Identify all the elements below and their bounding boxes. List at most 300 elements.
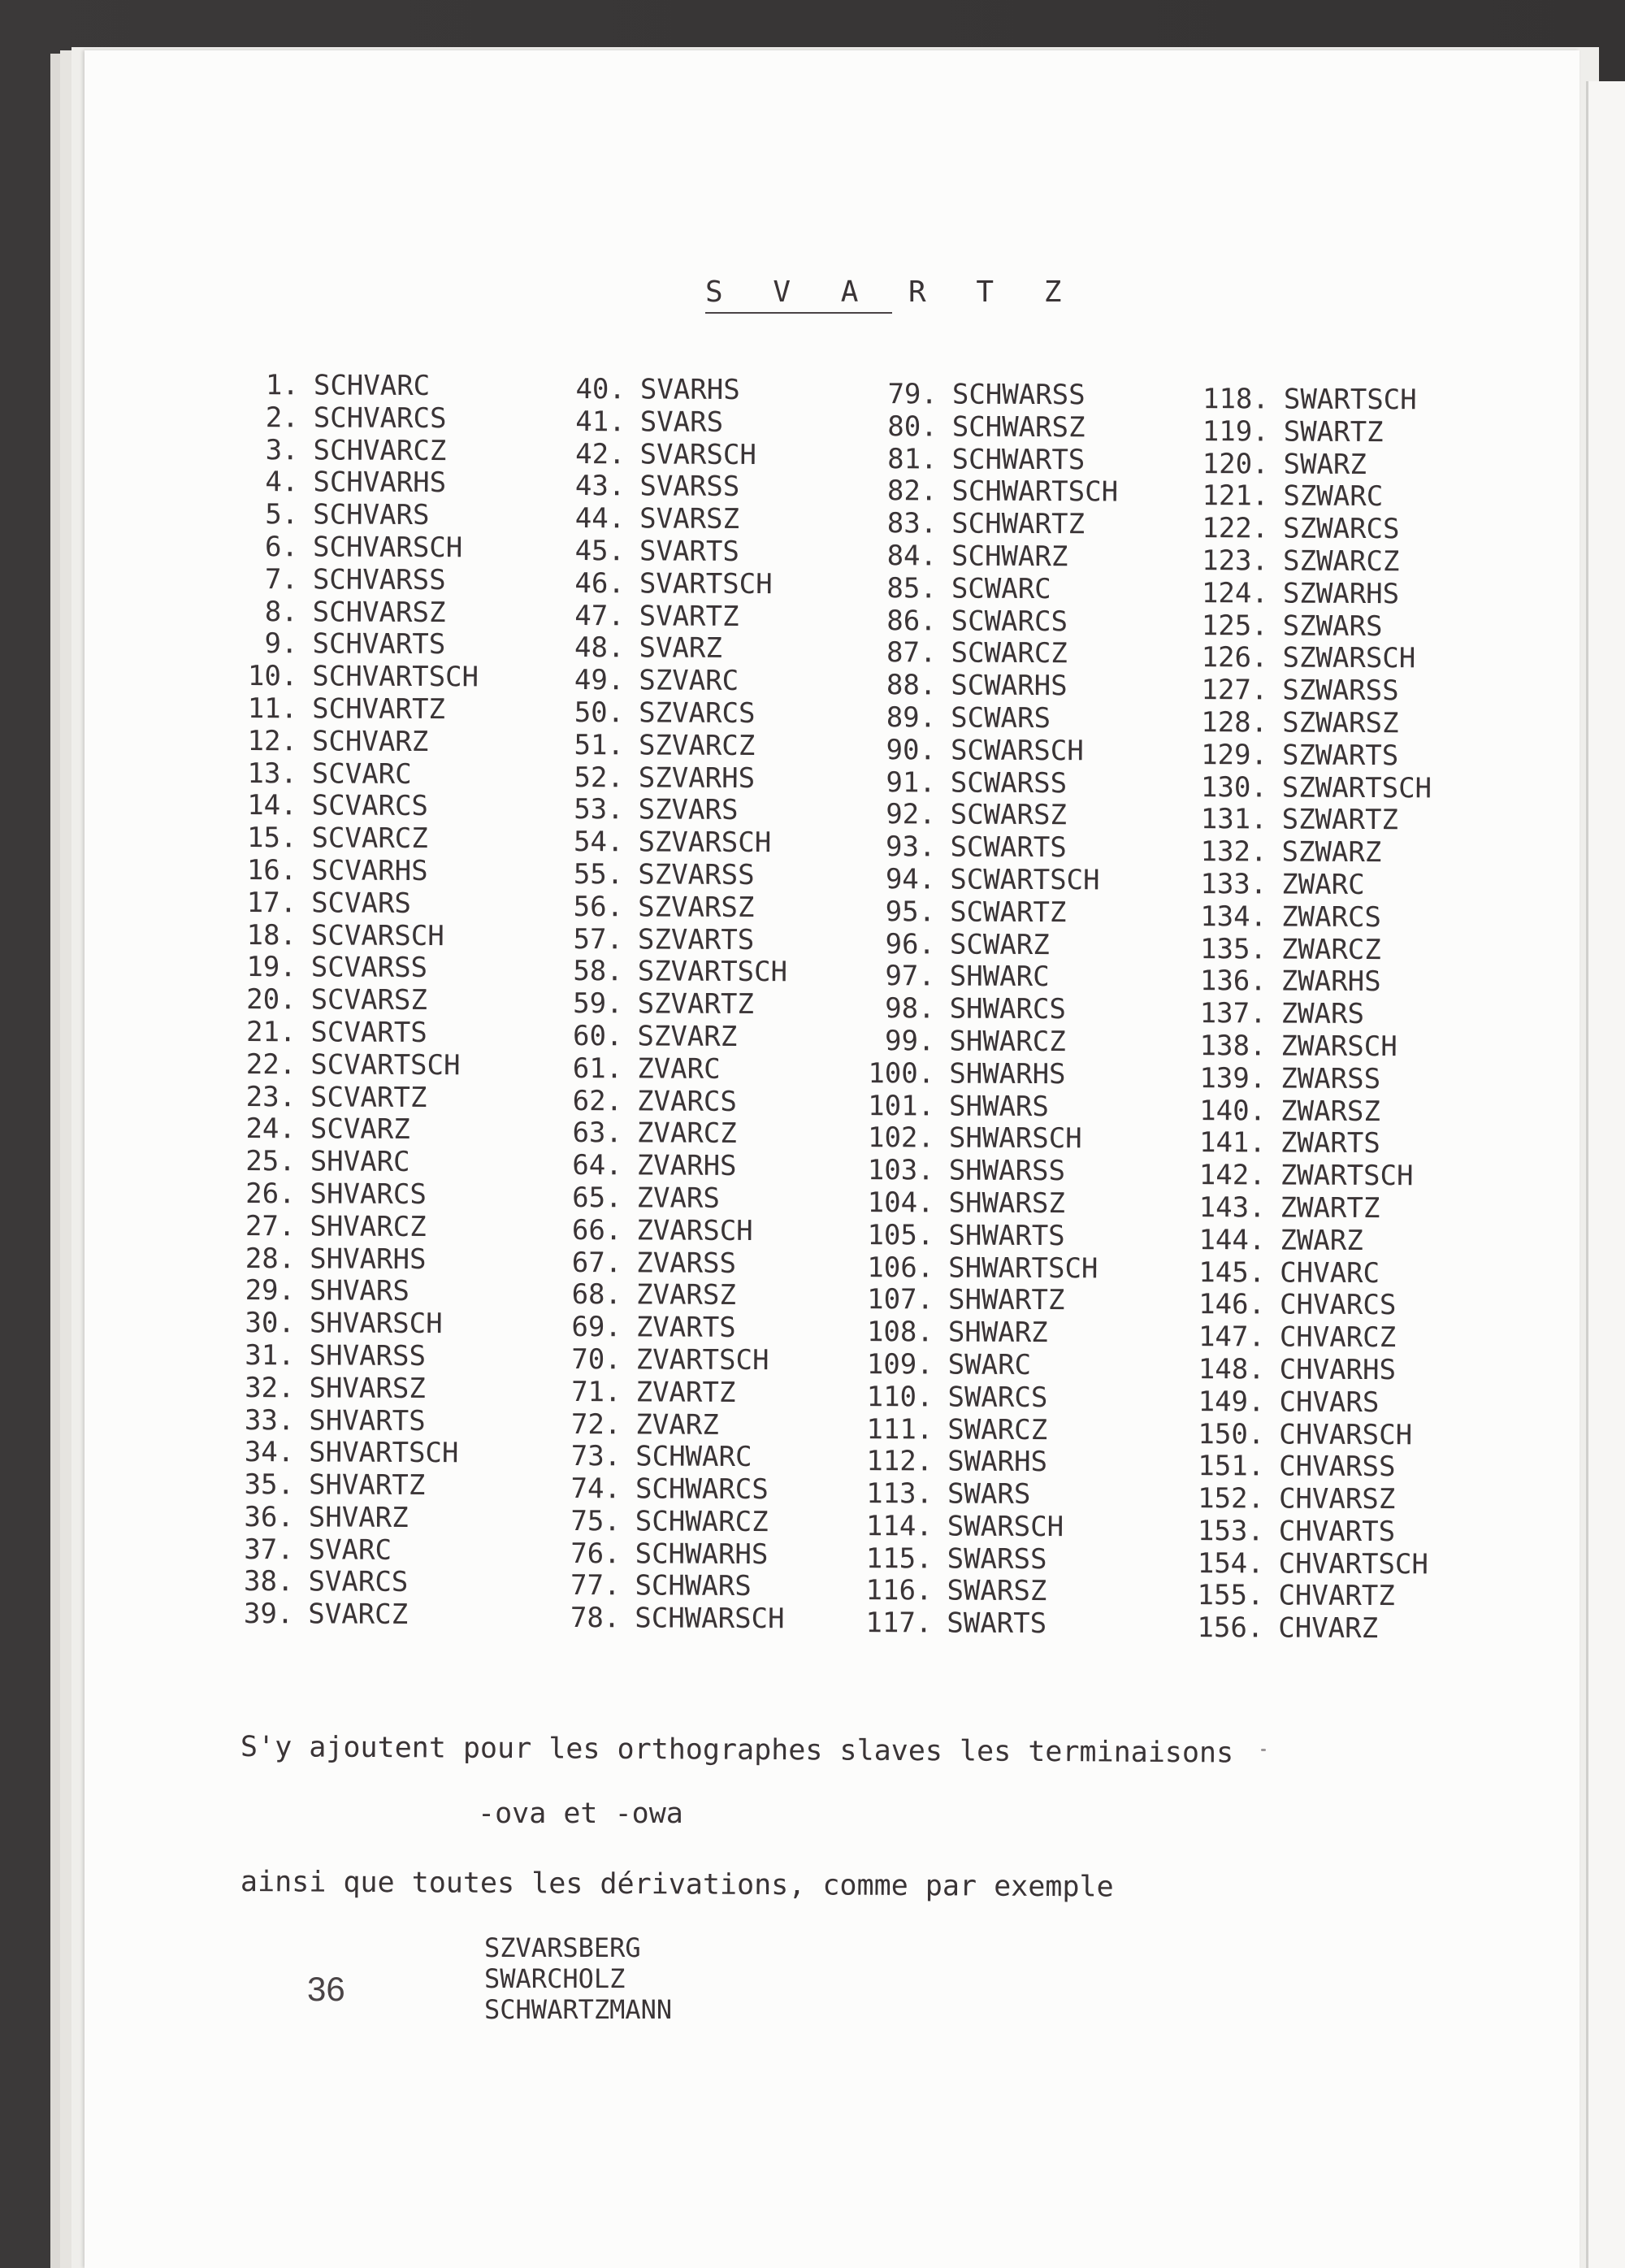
example-derivation: SZVARSBERG [484, 1932, 641, 1963]
list-item-name: SVARCS [308, 1565, 409, 1599]
list-item-name: SZWARTS [1281, 739, 1399, 772]
list-item [1185, 384, 1433, 417]
list-item [237, 1017, 477, 1050]
list-item [562, 1377, 785, 1410]
list-item-number: 70. [571, 1342, 622, 1377]
list-item [852, 475, 1118, 509]
list-item [562, 1441, 785, 1474]
list-item-name: CHVARSCH [1279, 1418, 1413, 1451]
list-item-name: ZVARTSCH [635, 1343, 769, 1377]
list-item-number: 144. [1198, 1223, 1266, 1257]
list-item-name: SZVARS [638, 793, 739, 827]
list-item-name: SCHVARHS [313, 466, 447, 500]
list-item-number: 37. [244, 1533, 294, 1566]
list-item-name: ZVARCS [637, 1084, 738, 1118]
list-item-number: 138. [1199, 1030, 1267, 1063]
list-item-number: 40. [575, 373, 626, 406]
list-item-name: CHVARSS [1279, 1450, 1396, 1484]
list-item [1180, 1418, 1428, 1451]
list-item [236, 1404, 475, 1438]
list-item-name: SHWARSCH [948, 1121, 1082, 1156]
list-item-name: SCHVARS [313, 498, 430, 532]
list-item-number: 16. [246, 853, 297, 887]
list-item-name: SCHWARZ [951, 540, 1068, 574]
list-item-name: CHVARZ [1278, 1611, 1379, 1646]
list-item-number: 128. [1201, 706, 1268, 739]
list-item [850, 1155, 1116, 1188]
list-item [852, 767, 1117, 800]
list-item-name: SWARSZ [947, 1575, 1047, 1608]
list-item-name: SZWARSS [1282, 674, 1399, 708]
list-item [1183, 739, 1432, 773]
list-item-number: 32. [245, 1371, 295, 1405]
list-item-name: SWARTSCH [1283, 383, 1417, 417]
list-item-number: 124. [1201, 576, 1268, 610]
list-item-number: 121. [1202, 479, 1269, 513]
list-item-number: 108. [866, 1316, 934, 1349]
list-item-name: SVARS [639, 405, 724, 439]
list-item-name: SHVARHS [310, 1242, 427, 1276]
list-item [236, 1534, 475, 1568]
list-item-number: 150. [1198, 1417, 1265, 1451]
list-item-name: SVARHS [639, 373, 740, 406]
list-item-number: 5. [265, 498, 299, 531]
list-item [851, 961, 1116, 994]
list-item [1181, 1127, 1430, 1160]
list-item-name: SCVARSZ [310, 983, 427, 1017]
page-title: S V A R T Z [705, 275, 892, 314]
list-item-name: SWARTZ [1283, 415, 1384, 449]
list-item-name: SCVARCS [311, 789, 429, 823]
list-item-name: SWARCS [947, 1381, 1048, 1414]
list-item-number: 28. [245, 1242, 296, 1275]
list-item-number: 123. [1202, 544, 1269, 578]
list-item [852, 637, 1117, 670]
list-item-name: SHWARC [949, 960, 1050, 994]
list-item-number: 110. [866, 1380, 934, 1414]
list-item-name: SCVARTS [310, 1016, 427, 1049]
list-item [566, 730, 788, 763]
list-item-number: 31. [245, 1338, 295, 1373]
list-item [1184, 610, 1432, 644]
list-item [1182, 965, 1431, 999]
list-item-number: 36. [244, 1500, 294, 1534]
list-item-name: SZWARHS [1282, 577, 1400, 610]
list-item [851, 929, 1116, 962]
list-item-name: SCHWARC [635, 1440, 752, 1474]
list-item-number: 139. [1199, 1061, 1267, 1095]
list-item-number: 146. [1198, 1288, 1266, 1321]
list-item-number: 12. [247, 724, 298, 758]
list-item-number: 9. [264, 627, 298, 661]
list-item-name: SHWARCS [949, 992, 1066, 1026]
list-item-number: 24. [245, 1112, 297, 1146]
list-item-name: ZVARSCH [636, 1214, 753, 1247]
list-item [566, 794, 788, 827]
list-item-number: 92. [886, 798, 936, 831]
list-item-number: 78. [570, 1602, 621, 1635]
list-item-number: 43. [574, 470, 626, 503]
list-item [236, 1373, 475, 1406]
list-item [566, 762, 788, 796]
list-item [1182, 998, 1431, 1031]
list-item [1181, 1192, 1429, 1225]
list-item [1179, 1580, 1428, 1613]
list-item-number: 53. [574, 793, 624, 826]
list-item-number: 52. [574, 761, 624, 794]
list-item-number: 106. [867, 1251, 934, 1284]
list-item-name: SHVARTS [309, 1403, 426, 1438]
list-item-name: SHVARTSCH [309, 1436, 459, 1470]
list-item-number: 88. [886, 669, 937, 702]
list-item-name: SHWARTSCH [948, 1251, 1098, 1285]
list-item-number: 119. [1202, 414, 1269, 449]
list-item-name: SCHWARTZ [951, 507, 1086, 541]
list-item-name: SCWARTSCH [950, 863, 1100, 897]
list-item-number: 93. [885, 830, 936, 864]
list-item-number: 99. [884, 1025, 935, 1058]
list-item-number: 102. [867, 1121, 935, 1155]
list-item-name: SZWARCZ [1282, 544, 1400, 579]
list-item [1182, 934, 1431, 967]
list-item [563, 1344, 786, 1377]
list-item-number: 50. [574, 696, 625, 730]
list-item-number: 19. [246, 951, 297, 984]
list-item [565, 859, 787, 892]
list-item [563, 1215, 786, 1248]
list-item-name: ZWARSS [1280, 1062, 1381, 1095]
list-item-name: SCWARS [951, 701, 1051, 735]
list-item-number: 87. [886, 636, 937, 670]
list-item-name: SCWARTZ [950, 895, 1067, 929]
list-item-name: ZWARHS [1280, 965, 1381, 999]
list-item [852, 670, 1117, 703]
list-item-number: 97. [885, 960, 935, 993]
list-item-number: 22. [245, 1047, 297, 1082]
list-item-number: 95. [885, 895, 936, 929]
list-item-name: ZVARSZ [635, 1278, 736, 1312]
list-item [566, 439, 789, 472]
list-item [1183, 674, 1432, 708]
list-item-name: SVARSS [639, 470, 740, 504]
name-list-column-1 [235, 370, 479, 1632]
list-item-name: SVARC [308, 1533, 392, 1567]
list-item-name: SCHWARHS [635, 1537, 769, 1571]
list-item [1182, 901, 1431, 935]
list-item-number: 17. [246, 886, 297, 920]
list-item-name: SHVARCZ [310, 1210, 427, 1243]
list-item-number: 96. [885, 927, 936, 961]
list-item-number: 103. [867, 1154, 934, 1187]
list-item [1184, 578, 1432, 611]
list-item-number: 56. [573, 890, 624, 924]
list-item [848, 1413, 1114, 1446]
list-item-name: SCVARSS [310, 951, 428, 985]
list-item [239, 758, 479, 791]
list-item [849, 1220, 1115, 1253]
list-item [561, 1570, 784, 1603]
list-item [852, 702, 1117, 735]
list-item-number: 66. [571, 1213, 622, 1247]
list-item [566, 665, 788, 698]
list-item-number: 127. [1201, 674, 1268, 707]
list-item-number: 90. [886, 733, 937, 767]
list-item-number: 111. [866, 1412, 934, 1446]
list-item-number: 20. [246, 983, 297, 1017]
list-item [238, 855, 478, 888]
list-item [566, 632, 788, 666]
list-item-name: SWARHS [947, 1445, 1048, 1479]
list-item-number: 149. [1198, 1385, 1265, 1419]
list-item [1184, 545, 1432, 579]
name-list-column-4 [1179, 384, 1433, 1646]
list-item [849, 1316, 1115, 1350]
list-item-number: 26. [245, 1177, 296, 1211]
list-item-number: 116. [865, 1574, 933, 1607]
list-item-name: SZWARTZ [1281, 803, 1399, 837]
list-item-number: 71. [571, 1375, 622, 1409]
list-item [236, 1340, 476, 1373]
list-item [849, 1349, 1115, 1382]
list-item [563, 1312, 786, 1345]
list-item-number: 156. [1197, 1611, 1264, 1645]
list-item-name: SWARTS [947, 1607, 1047, 1641]
list-item-name: SHVARTZ [308, 1468, 426, 1503]
list-item-name: SCWARTS [950, 830, 1067, 865]
list-item [1179, 1612, 1428, 1646]
list-item-number: 125. [1201, 609, 1268, 643]
list-item-number: 21. [245, 1015, 297, 1049]
list-item-number: 18. [246, 918, 297, 952]
list-item-name: SZVARZ [637, 1020, 738, 1053]
list-item-number: 153. [1197, 1514, 1264, 1548]
name-list-column-2 [561, 374, 790, 1636]
list-item-name: SWARSCH [947, 1510, 1064, 1544]
list-item [566, 601, 789, 634]
list-item-name: SHVARSCH [309, 1307, 443, 1341]
list-item-number: 129. [1201, 738, 1268, 772]
list-item-name: SZVARSZ [638, 891, 755, 924]
list-item-number: 86. [886, 604, 937, 638]
list-item [1184, 513, 1432, 546]
list-item [239, 790, 479, 823]
list-item [561, 1602, 784, 1636]
list-item [852, 799, 1117, 832]
list-item-number: 27. [245, 1209, 296, 1243]
list-item [564, 1117, 786, 1151]
list-item [847, 1607, 1113, 1641]
list-item-name: SCHVARTSCH [312, 660, 479, 694]
list-item-number: 80. [887, 410, 938, 444]
list-item [1184, 449, 1432, 482]
example-derivation: SCHWARTZMANN [484, 1994, 673, 2025]
list-item [1180, 1548, 1428, 1581]
list-item [1182, 836, 1431, 869]
list-item [852, 735, 1117, 768]
list-item-number: 61. [572, 1052, 623, 1086]
list-item-name: CHVARCS [1279, 1288, 1397, 1322]
list-item-name: SCVARZ [310, 1112, 410, 1147]
list-item [853, 379, 1119, 412]
list-item-name: SVARSCH [639, 437, 756, 471]
list-item-number: 8. [264, 595, 298, 628]
list-item-number: 101. [868, 1089, 935, 1122]
list-item-number: 48. [574, 631, 625, 665]
list-item-name: SCVARSCH [310, 918, 444, 952]
list-item-name: SHWARTZ [947, 1283, 1065, 1317]
list-item [1183, 642, 1432, 675]
list-item-number: 55. [573, 857, 624, 891]
name-list-column-3 [847, 379, 1118, 1641]
list-item-number: 77. [570, 1569, 621, 1602]
list-item-name: ZVARZ [635, 1407, 719, 1442]
example-derivations-list [484, 1932, 672, 2025]
list-item [236, 1469, 475, 1503]
list-item [563, 1247, 786, 1281]
list-item [240, 531, 479, 565]
list-item-number: 141. [1198, 1126, 1267, 1160]
list-item-number: 14. [247, 789, 297, 822]
list-item-name: SHVARCS [310, 1177, 427, 1211]
list-item-name: SVARTZ [639, 599, 739, 633]
list-item-number: 58. [573, 955, 623, 988]
list-item-name: SCHVARSZ [312, 595, 446, 629]
list-item-number: 145. [1198, 1255, 1266, 1289]
list-item-name: CHVARTS [1278, 1515, 1396, 1549]
list-item [849, 1187, 1115, 1221]
list-item [1183, 772, 1432, 805]
list-item-name: ZWARSZ [1280, 1095, 1381, 1128]
list-item-name: SCHVARCZ [313, 433, 447, 467]
list-item-number: 65. [572, 1181, 622, 1215]
list-item-number: 122. [1202, 512, 1269, 545]
list-item-number: 131. [1200, 803, 1268, 836]
list-item-number: 47. [574, 599, 625, 632]
list-item-name: SZWARS [1282, 609, 1383, 643]
list-item-number: 23. [245, 1080, 297, 1113]
list-item-name: SCWARSCH [950, 734, 1084, 768]
list-item-name: SVARTS [639, 535, 739, 568]
list-item-number: 72. [570, 1407, 622, 1441]
list-item-name: SCVARTSCH [310, 1048, 461, 1082]
list-item-name: SZWARCS [1283, 512, 1400, 546]
list-item [851, 896, 1116, 930]
list-item [236, 1437, 475, 1470]
list-item [1185, 416, 1433, 449]
list-item-number: 44. [574, 502, 626, 536]
list-item [240, 402, 480, 436]
list-item-name: SCWARSZ [950, 798, 1068, 832]
list-item-number: 112. [866, 1445, 934, 1478]
list-item-number: 2. [265, 401, 299, 435]
list-item [236, 1502, 475, 1535]
list-item [565, 988, 787, 1021]
list-item [566, 568, 789, 601]
list-item [564, 1150, 786, 1183]
list-item-number: 59. [573, 987, 623, 1021]
list-item-name: SCHWARCZ [635, 1505, 769, 1538]
list-item-number: 7. [264, 562, 298, 596]
list-item-name: ZWARC [1281, 868, 1365, 901]
list-item-number: 143. [1198, 1191, 1266, 1225]
list-item-name: SVARCZ [308, 1598, 409, 1632]
list-item-name: ZWARTS [1280, 1126, 1380, 1160]
list-item [566, 697, 788, 731]
list-item [240, 466, 479, 500]
list-item-number: 42. [575, 437, 626, 471]
list-item-number: 38. [243, 1565, 294, 1598]
list-item-name: SVARSZ [639, 502, 740, 536]
list-item-name: CHVARTSCH [1278, 1547, 1428, 1581]
list-item-number: 151. [1198, 1450, 1265, 1483]
list-item-number: 74. [570, 1472, 622, 1506]
list-item-number: 152. [1198, 1482, 1265, 1516]
list-item [566, 471, 789, 504]
list-item [1181, 1095, 1430, 1129]
list-item [236, 1275, 476, 1308]
list-item-number: 132. [1200, 835, 1268, 869]
list-item-number: 49. [574, 664, 625, 697]
list-item [1180, 1516, 1428, 1549]
list-item-name: SZWARTSCH [1281, 771, 1432, 804]
list-item-number: 91. [886, 765, 936, 800]
list-item [566, 536, 789, 569]
list-item-number: 109. [866, 1347, 934, 1381]
list-item-name: ZVARSS [636, 1246, 737, 1280]
list-item [236, 1243, 476, 1277]
list-item-name: SHWARTS [948, 1219, 1065, 1252]
list-item-number: 39. [243, 1598, 294, 1631]
list-item-number: 3. [265, 433, 299, 466]
list-item [236, 1178, 476, 1212]
list-item [847, 1575, 1113, 1608]
list-item-name: SZWARZ [1281, 835, 1382, 869]
list-item-number: 115. [865, 1542, 933, 1576]
list-item [848, 1511, 1114, 1544]
list-item-name: SZVARTSCH [637, 955, 788, 989]
list-item [236, 1211, 476, 1244]
list-item-name: SZVARTZ [637, 987, 754, 1021]
list-item-name: SWARCZ [947, 1413, 1048, 1446]
list-item-name: SCWARHS [951, 669, 1068, 703]
list-item [563, 1279, 786, 1312]
list-item [567, 406, 790, 440]
list-item-name: SHWARSZ [948, 1186, 1065, 1221]
list-item [852, 508, 1118, 541]
list-item-number: 51. [574, 728, 625, 762]
list-item [239, 693, 479, 726]
list-item [852, 540, 1118, 574]
list-item-number: 83. [886, 507, 938, 540]
list-item [239, 726, 479, 759]
list-item-number: 41. [575, 405, 626, 439]
list-item [850, 1058, 1116, 1091]
note-text-line-2: -ova et -owa [478, 1797, 683, 1830]
list-item-number: 94. [885, 863, 936, 896]
list-item-name: SZVARCZ [638, 729, 756, 762]
list-item [565, 826, 787, 860]
page-number: 36 [307, 1970, 345, 2008]
list-item-number: 98. [885, 992, 935, 1026]
list-item-number: 63. [572, 1117, 623, 1150]
list-item [849, 1284, 1115, 1317]
list-item-number: 11. [247, 692, 298, 726]
list-item-name: SCHVARSCH [312, 531, 463, 565]
list-item-number: 135. [1199, 932, 1268, 965]
list-item-name: SCWARSS [950, 766, 1068, 800]
list-item-number: 155. [1197, 1579, 1264, 1612]
list-item-name: CHVARHS [1279, 1353, 1397, 1387]
